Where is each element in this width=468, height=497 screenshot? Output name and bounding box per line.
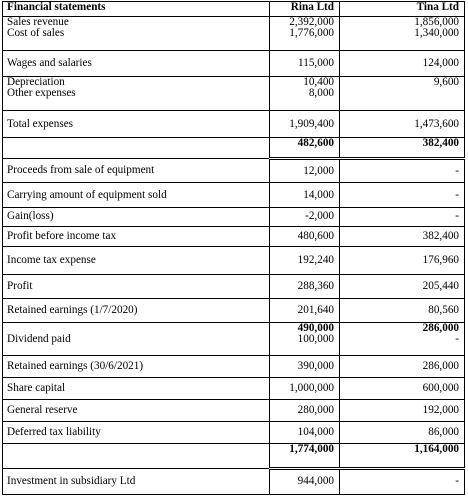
tina-ltd-value-cell bbox=[340, 274, 465, 298]
rina-ltd-value-cell bbox=[270, 468, 340, 494]
tina-ltd-value: - bbox=[455, 164, 459, 177]
rina-ltd-value-cell bbox=[270, 399, 340, 421]
row-label: Carrying amount of equipment sold bbox=[7, 188, 167, 201]
row-label: Gain(loss) bbox=[7, 210, 54, 223]
header-tina-ltd: Tina Ltd bbox=[340, 2, 465, 17]
table-row bbox=[3, 138, 465, 159]
tina-ltd-value-cell bbox=[340, 226, 465, 247]
row-label: General reserve bbox=[7, 403, 78, 416]
table-row bbox=[3, 183, 465, 208]
rina-ltd-value: 12,000 bbox=[303, 164, 334, 177]
row-label-cell bbox=[3, 208, 270, 227]
tina-ltd-value: 80,560 bbox=[428, 303, 459, 316]
rina-ltd-value-cell bbox=[270, 138, 340, 159]
rina-ltd-value: 201,640 bbox=[297, 303, 334, 316]
rina-ltd-value: 104,000 bbox=[297, 425, 334, 438]
tina-ltd-value: 600,000 bbox=[422, 382, 459, 395]
row-label: Investment in subsidiary Ltd bbox=[7, 474, 136, 487]
header-financial-statements: Financial statements bbox=[3, 2, 270, 17]
row-label: Wages and salaries bbox=[7, 57, 92, 70]
table-row bbox=[3, 274, 465, 298]
row-label-cell bbox=[3, 138, 270, 159]
table-row bbox=[3, 111, 465, 138]
tina-ltd-value: 286,000 bbox=[422, 322, 459, 334]
row-label: Cost of sales bbox=[7, 27, 65, 40]
row-label: Dividend paid bbox=[7, 332, 71, 345]
tina-ltd-value-cell bbox=[340, 159, 465, 183]
tina-ltd-value: - bbox=[455, 332, 459, 345]
tina-ltd-value-cell bbox=[340, 111, 465, 138]
table-row bbox=[3, 399, 465, 421]
row-label-cell bbox=[3, 468, 270, 494]
row-label-cell bbox=[3, 159, 270, 183]
rina-ltd-value-cell bbox=[270, 356, 340, 378]
rina-ltd-value-cell bbox=[270, 247, 340, 274]
tina-ltd-value: 124,000 bbox=[422, 57, 459, 70]
row-label-cell bbox=[3, 226, 270, 247]
rina-ltd-value: 1,000,000 bbox=[289, 382, 334, 395]
row-label-cell bbox=[3, 378, 270, 400]
row-label-cell bbox=[3, 247, 270, 274]
table-row bbox=[3, 421, 465, 443]
rina-ltd-value-cell bbox=[270, 183, 340, 208]
row-label-cell bbox=[3, 51, 270, 77]
tina-ltd-value: - bbox=[455, 188, 459, 201]
rina-ltd-value: 490,000 bbox=[297, 322, 334, 334]
row-label: Profit before income tax bbox=[7, 229, 117, 242]
row-label: Retained earnings (30/6/2021) bbox=[7, 360, 144, 373]
row-label-cell bbox=[3, 356, 270, 378]
rina-ltd-value-cell bbox=[270, 208, 340, 227]
table-row bbox=[3, 226, 465, 247]
row-label-cell bbox=[3, 17, 270, 51]
row-label-cell bbox=[3, 443, 270, 468]
tina-ltd-value-cell bbox=[340, 399, 465, 421]
tina-ltd-value: 1,340,000 bbox=[414, 27, 459, 40]
row-label-cell bbox=[3, 274, 270, 298]
rina-ltd-value: 192,240 bbox=[297, 253, 334, 266]
tina-ltd-value-cell bbox=[340, 322, 465, 356]
rina-ltd-value: 1,909,400 bbox=[289, 117, 334, 130]
tina-ltd-value-cell bbox=[340, 468, 465, 494]
tina-ltd-value-cell bbox=[340, 77, 465, 111]
rina-ltd-value-cell bbox=[270, 298, 340, 322]
tina-ltd-value-cell bbox=[340, 247, 465, 274]
rina-ltd-value-cell bbox=[270, 17, 340, 51]
tina-ltd-value: 382,400 bbox=[422, 229, 459, 242]
rina-ltd-value: 1,776,000 bbox=[289, 27, 334, 40]
rina-ltd-value-cell bbox=[270, 111, 340, 138]
tina-ltd-value: - bbox=[455, 210, 459, 223]
tina-ltd-value-cell bbox=[340, 138, 465, 159]
tina-ltd-value: 9,600 bbox=[433, 76, 459, 89]
table-body bbox=[3, 2, 465, 495]
rina-ltd-value-cell bbox=[270, 77, 340, 111]
rina-ltd-value-cell bbox=[270, 159, 340, 183]
row-label-cell bbox=[3, 399, 270, 421]
row-label bbox=[7, 138, 265, 149]
table-row bbox=[3, 208, 465, 227]
row-label bbox=[7, 323, 265, 334]
table-row bbox=[3, 378, 465, 400]
tina-ltd-value: 176,960 bbox=[422, 253, 459, 266]
tina-ltd-value-cell bbox=[340, 183, 465, 208]
tina-ltd-value-cell bbox=[340, 443, 465, 468]
tina-ltd-value: 86,000 bbox=[428, 425, 459, 438]
tina-ltd-value: 1,856,000 bbox=[414, 16, 459, 29]
rina-ltd-value: 390,000 bbox=[297, 360, 334, 373]
rina-ltd-value-cell bbox=[270, 443, 340, 468]
row-label: Depreciation bbox=[7, 76, 65, 89]
row-label: Profit bbox=[7, 279, 33, 292]
rina-ltd-value: 8,000 bbox=[308, 87, 334, 100]
tina-ltd-value: - bbox=[455, 475, 459, 488]
row-label-cell bbox=[3, 322, 270, 356]
tina-ltd-value-cell bbox=[340, 298, 465, 322]
table-row bbox=[3, 17, 465, 51]
row-label: Retained earnings (1/7/2020) bbox=[7, 303, 138, 316]
table-row bbox=[3, 468, 465, 494]
row-label-cell bbox=[3, 111, 270, 138]
rina-ltd-value: 482,600 bbox=[297, 137, 334, 150]
row-label-cell bbox=[3, 77, 270, 111]
row-label: Share capital bbox=[7, 382, 66, 395]
rina-ltd-value: 944,000 bbox=[297, 475, 334, 488]
tina-ltd-value: 192,000 bbox=[422, 403, 459, 416]
rina-ltd-value-cell bbox=[270, 322, 340, 356]
row-label: Deferred tax liability bbox=[7, 425, 101, 438]
table-row bbox=[3, 51, 465, 77]
tina-ltd-value: 205,440 bbox=[422, 279, 459, 292]
row-label-cell bbox=[3, 183, 270, 208]
row-label: Other expenses bbox=[7, 87, 76, 100]
rina-ltd-value: -2,000 bbox=[305, 210, 334, 223]
rina-ltd-value: 2,392,000 bbox=[289, 16, 334, 29]
rina-ltd-value: 100,000 bbox=[297, 332, 334, 345]
header-row bbox=[3, 2, 465, 17]
rina-ltd-value-cell bbox=[270, 378, 340, 400]
row-label: Proceeds from sale of equipment bbox=[7, 164, 155, 176]
table-row bbox=[3, 159, 465, 183]
tina-ltd-value-cell bbox=[340, 378, 465, 400]
rina-ltd-value: 14,000 bbox=[303, 188, 334, 201]
row-label-cell bbox=[3, 298, 270, 322]
financial-statements-table bbox=[2, 1, 465, 495]
table-row bbox=[3, 443, 465, 468]
table-row bbox=[3, 322, 465, 356]
table-row bbox=[3, 247, 465, 274]
tina-ltd-value: 286,000 bbox=[422, 360, 459, 373]
rina-ltd-value-cell bbox=[270, 421, 340, 443]
rina-ltd-value: 10,400 bbox=[303, 76, 334, 89]
rina-ltd-value: 288,360 bbox=[297, 279, 334, 292]
rina-ltd-value: 480,600 bbox=[297, 229, 334, 242]
table-row bbox=[3, 77, 465, 111]
tina-ltd-value: 382,400 bbox=[422, 137, 459, 150]
rina-ltd-value-cell bbox=[270, 274, 340, 298]
row-label: Sales revenue bbox=[7, 16, 69, 29]
table-row bbox=[3, 298, 465, 322]
table-row bbox=[3, 356, 465, 378]
row-label-cell bbox=[3, 421, 270, 443]
tina-ltd-value: 1,473,600 bbox=[414, 117, 459, 130]
tina-ltd-value-cell bbox=[340, 51, 465, 77]
rina-ltd-value-cell bbox=[270, 226, 340, 247]
row-label: Total expenses bbox=[7, 117, 74, 130]
rina-ltd-value: 1,774,000 bbox=[289, 443, 334, 455]
tina-ltd-value bbox=[344, 88, 459, 99]
row-label bbox=[7, 444, 265, 455]
tina-ltd-value-cell bbox=[340, 356, 465, 378]
header-rina-ltd: Rina Ltd bbox=[270, 2, 340, 17]
tina-ltd-value-cell bbox=[340, 17, 465, 51]
rina-ltd-value: 280,000 bbox=[297, 403, 334, 416]
rina-ltd-value-cell bbox=[270, 51, 340, 77]
tina-ltd-value-cell bbox=[340, 421, 465, 443]
tina-ltd-value: 1,164,000 bbox=[414, 443, 459, 455]
rina-ltd-value: 115,000 bbox=[298, 57, 334, 70]
row-label: Income tax expense bbox=[7, 253, 96, 266]
tina-ltd-value-cell bbox=[340, 208, 465, 227]
